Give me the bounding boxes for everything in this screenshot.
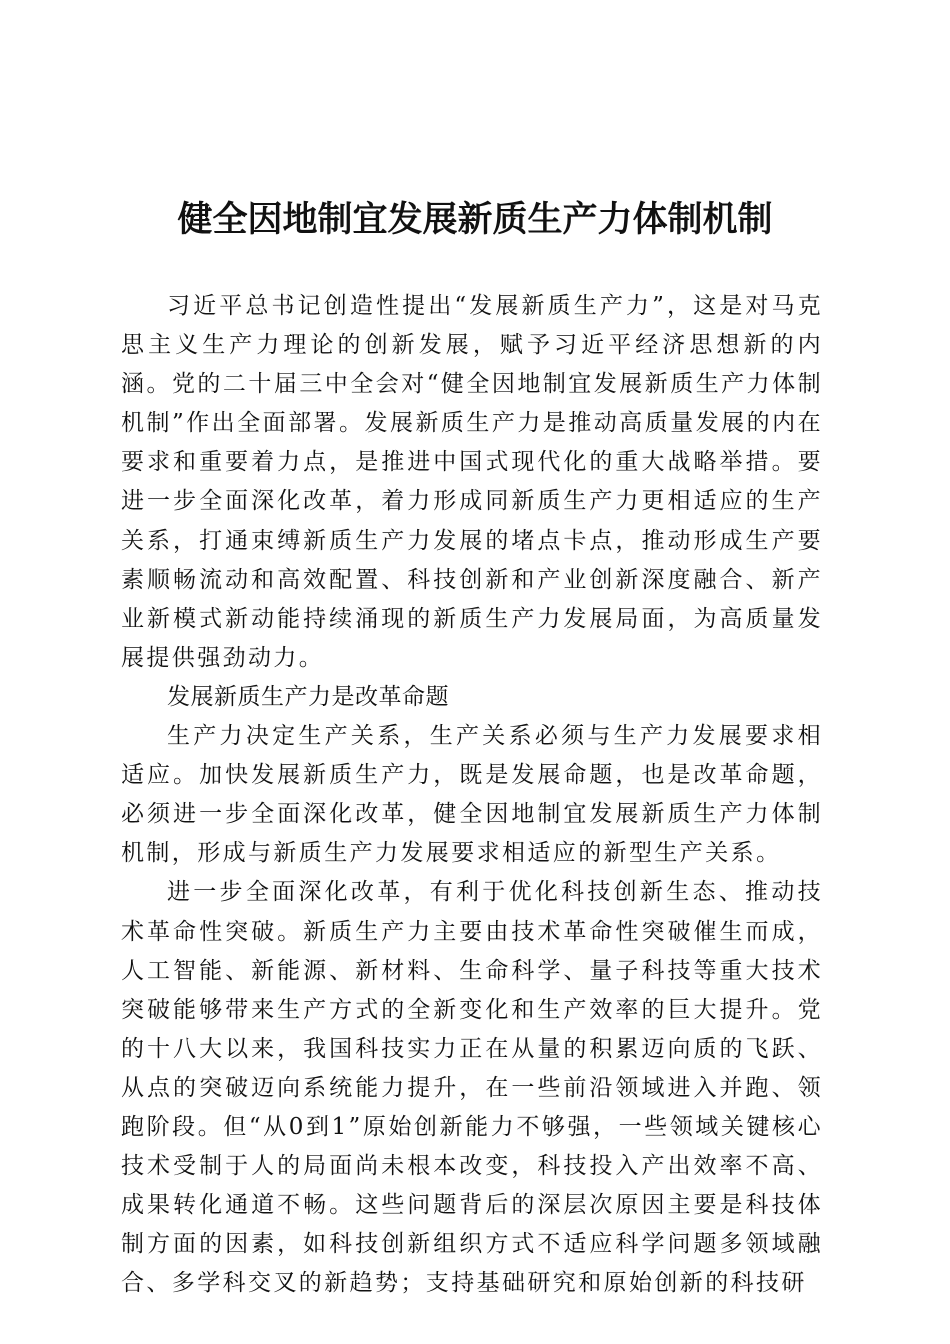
document-title: 健全因地制宜发展新质生产力体制机制 [177, 199, 773, 240]
intro-paragraph: 习近平总书记创造性提出“发展新质生产力”，这是对马克思主义生产力理论的创新发展，赋予习近平经济思想新的内涵。党的二十届三中全会对“健全因地制宜发展新质生产力体制机制”作出全面部署。发展新质生产力是推动高质量发展的内在要求和重要着力点，是推进中国式现代化的重大战略举措。要进一步全面深化改革，着力形成同新质生产力更相适应的生产关系，打通束缚新质生产力发展的堵点卡点，推动形成生产要素顺畅流动和高效配置、科技创新和产业创新深度融合、新产业新模式新动能持续涌现的新质生产力发展局面，为高质量发展提供强劲动力。 [121, 293, 823, 671]
section-heading: 发展新质生产力是改革命题 [167, 683, 449, 710]
section-paragraph-1: 生产力决定生产关系，生产关系必须与生产力发展要求相适应。加快发展新质生产力，既是发展命题，也是改革命题，必须进一步全面深化改革，健全因地制宜发展新质生产力体制机制，形成与新质生产力发展要求相适应的新型生产关系。 [121, 723, 823, 867]
document-body [121, 287, 823, 1303]
section-paragraph-2: 进一步全面深化改革，有利于优化科技创新生态、推动技术革命性突破。新质生产力主要由技术革命性突破催生而成，人工智能、新能源、新材料、生命科学、量子科技等重大技术突破能够带来生产方式的全新变化和生产效率的巨大提升。党的十八大以来，我国科技实力正在从量的积累迈向质的飞跃、从点的突破迈向系统能力提升，在一些前沿领域进入并跑、领跑阶段。但“从0到1”原始创新能力不够强，一些领域关键核心技术受制于人的局面尚未根本改变，科技投入产出效率不高、成果转化通道不畅。这些问题背后的深层次原因主要是科技体制方面的因素，如科技创新组织方式不适应科学问题多领域融合、多学科交叉的新趋势；支持基础研究和原始创新的科技研 [121, 879, 823, 1297]
